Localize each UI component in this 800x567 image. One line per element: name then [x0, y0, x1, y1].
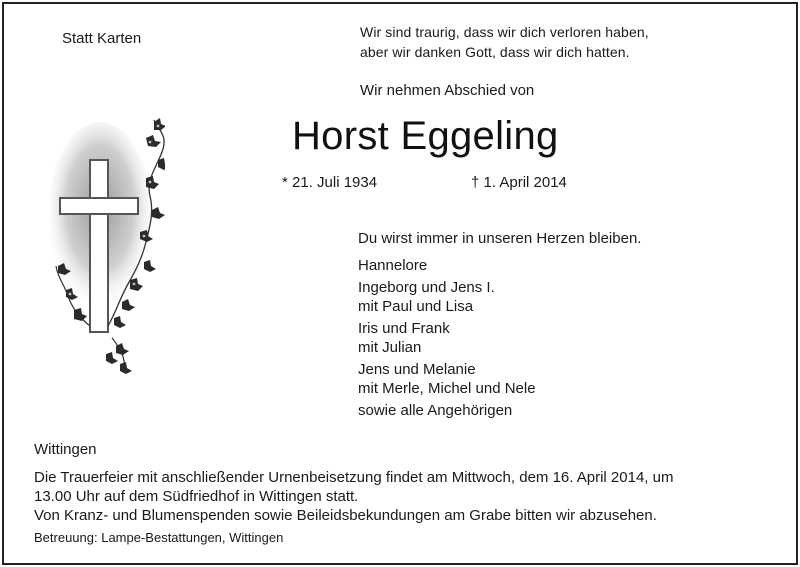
- service-details: [34, 468, 774, 525]
- funeral-home-credit: Betreuung: Lampe-Bestattungen, Wittingen: [34, 530, 284, 545]
- mourner-group: [358, 256, 536, 275]
- cross-with-ivy-icon: [50, 112, 165, 377]
- mourner-line: mit Paul und Lisa: [358, 298, 474, 315]
- service-line: Von Kranz- und Blumenspenden sowie Beileidsbekundungen am Grabe bitten wir abzusehen.: [34, 507, 657, 524]
- mourner-line: sowie alle Angehörigen: [358, 402, 513, 419]
- mourner-line: mit Julian: [358, 339, 422, 356]
- memorial-quote: [360, 22, 649, 62]
- quote-line: Wir sind traurig, dass wir dich verloren haben,: [360, 24, 649, 40]
- mourner-group: [358, 278, 536, 316]
- farewell-intro: Wir nehmen Abschied von: [360, 82, 535, 99]
- service-line: 13.00 Uhr auf dem Südfriedhof in Wittingen statt.: [34, 488, 359, 505]
- mourner-group: [358, 360, 536, 398]
- mourner-group: [358, 319, 536, 357]
- mourner-line: Iris und Frank: [358, 320, 450, 337]
- service-line: Die Trauerfeier mit anschließender Urnenbeisetzung findet am Mittwoch, dem 16. April 2014, um: [34, 469, 674, 486]
- mourner-group: [358, 401, 536, 420]
- memorial-motto: Du wirst immer in unseren Herzen bleiben.: [358, 230, 642, 247]
- mourner-line: Hannelore: [358, 257, 428, 274]
- mourners-list: [358, 256, 536, 423]
- mourner-line: mit Merle, Michel und Nele: [358, 380, 536, 397]
- quote-line: aber wir danken Gott, dass wir dich hatten.: [360, 44, 630, 60]
- header-statt-karten: Statt Karten: [62, 30, 142, 47]
- deceased-name: Horst Eggeling: [292, 114, 559, 158]
- mourner-line: Jens und Melanie: [358, 361, 476, 378]
- place-name: Wittingen: [34, 441, 97, 458]
- mourner-line: Ingeborg und Jens I.: [358, 279, 495, 296]
- death-date: † 1. April 2014: [471, 174, 567, 191]
- birth-date: * 21. Juli 1934: [282, 174, 378, 191]
